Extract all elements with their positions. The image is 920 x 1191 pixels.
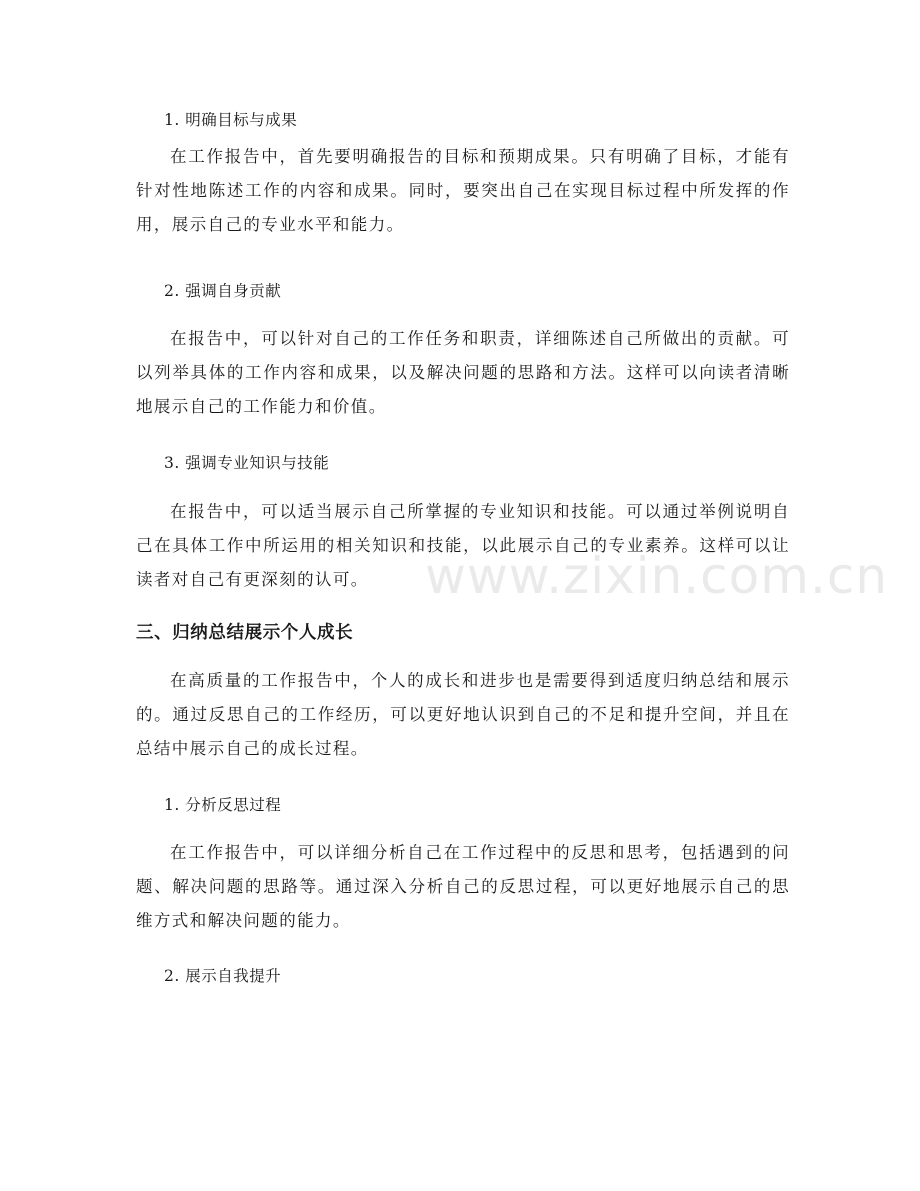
paragraph-3: 在报告中，可以适当展示自己所掌握的专业知识和技能。可以通过举例说明自己在具体工作中所运用的相关知识和技能，以此展示自己的专业素养。这样可以让读者对自己有更深刻的认可。 xyxy=(136,502,790,589)
section-intro-paragraph: 在高质量的工作报告中，个人的成长和进步也是需要得到适度归纳总结和展示的。通过反思自己的工作经历，可以更好地认识到自己的不足和提升空间，并且在总结中展示自己的成长过程。 xyxy=(136,671,790,758)
paragraph-2: 在报告中，可以针对自己的工作任务和职责，详细陈述自己所做出的贡献。可以列举具体的工作内容和成果，以及解决问题的思路和方法。这样可以向读者清晰地展示自己的工作能力和价值。 xyxy=(136,329,790,416)
paragraph-analysis: 在工作报告中，可以详细分析自己在工作过程中的反思和思考，包括遇到的问题、解决问题的思路等。通过深入分析自己的反思过程，可以更好地展示自己的思维方式和解决问题的能力。 xyxy=(136,843,790,930)
subheading-2: 2. 强调自身贡献 xyxy=(164,282,282,300)
subheading-self-improvement: 2. 展示自我提升 xyxy=(164,967,282,985)
watermark: www.zixin.com.cn xyxy=(425,547,889,605)
subheading-1: 1. 明确目标与成果 xyxy=(164,111,298,129)
section-heading: 三、归纳总结展示个人成长 xyxy=(136,623,354,643)
paragraph-1: 在工作报告中，首先要明确报告的目标和预期成果。只有明确了目标，才能有针对性地陈述工作的内容和成果。同时，要突出自己在实现目标过程中所发挥的作用，展示自己的专业水平和能力。 xyxy=(136,147,790,234)
subheading-analysis: 1. 分析反思过程 xyxy=(164,796,282,814)
subheading-3: 3. 强调专业知识与技能 xyxy=(164,454,330,472)
